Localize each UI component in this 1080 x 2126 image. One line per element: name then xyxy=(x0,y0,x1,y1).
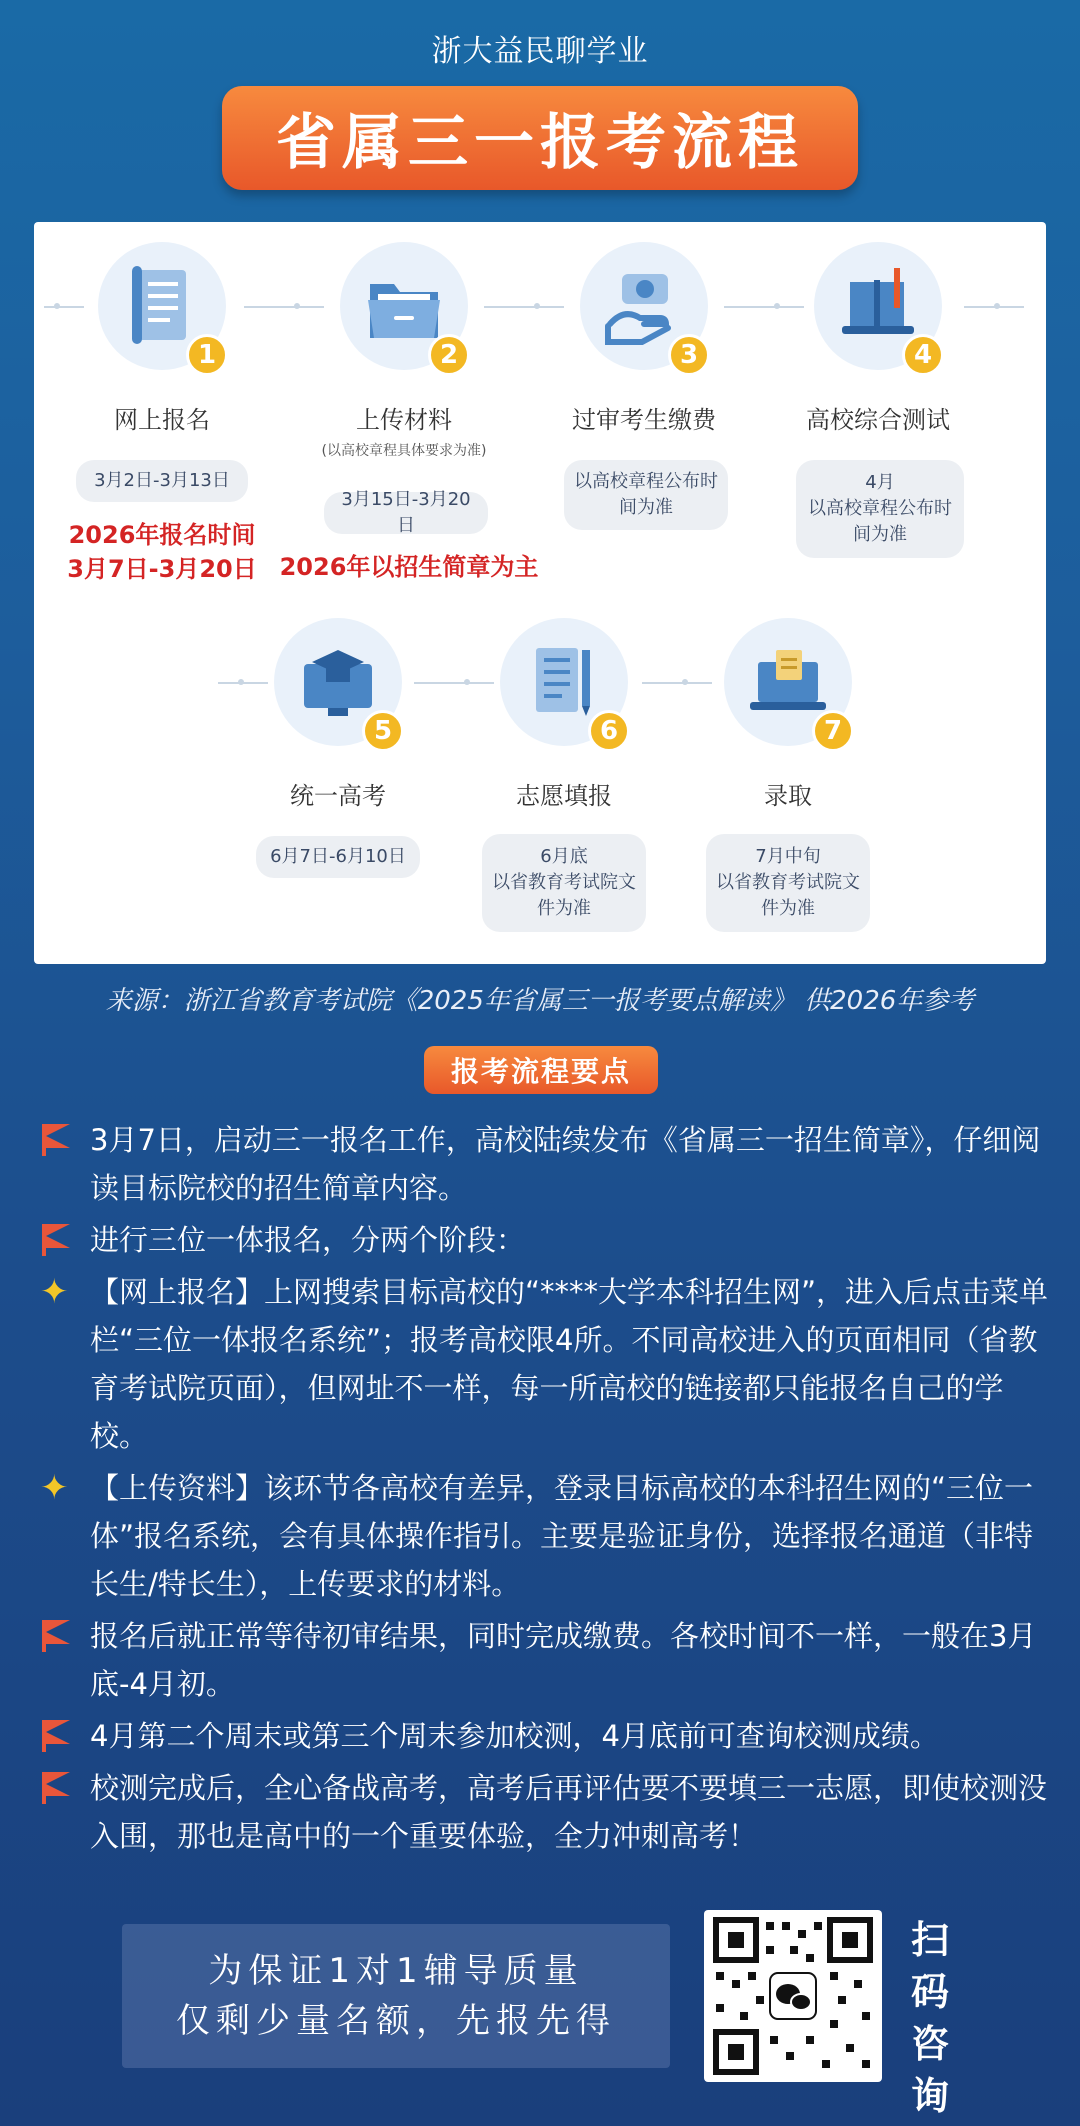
step-4-label: 高校综合测试 xyxy=(806,406,950,434)
step-1-badge: 1 xyxy=(186,334,228,376)
laptop-book-icon xyxy=(838,264,918,348)
list-item xyxy=(40,1612,1050,1708)
step-2-note: 2026年以招生简章为主 xyxy=(279,553,539,581)
scan-to-consult-label: 扫 码 咨 询 xyxy=(910,1918,949,2118)
step-3-date: 以高校章程公布时 间为准 xyxy=(564,460,728,530)
qr-code-icon xyxy=(704,1910,882,2082)
step-4-date: 4月 以高校章程公布时 间为准 xyxy=(796,460,964,558)
flow-arrow xyxy=(484,306,564,308)
brand-name: 浙大益民聊学业 xyxy=(431,34,649,69)
process-flow-panel xyxy=(34,222,1046,964)
flow-arrow xyxy=(218,682,268,684)
payment-icon xyxy=(604,264,684,348)
step-5-badge: 5 xyxy=(362,710,404,752)
flag-icon xyxy=(40,1620,76,1652)
graduation-cap-icon xyxy=(298,640,378,724)
promo-banner xyxy=(122,1924,670,2068)
step-2-label: 上传材料 xyxy=(356,406,452,434)
flow-arrow xyxy=(414,682,494,684)
step-1-label: 网上报名 xyxy=(114,406,210,434)
list-item-text: 报名后就正常等待初审结果，同时完成缴费。各校时间不一样，一般在3月底-4月初。 xyxy=(90,1619,1037,1701)
flow-arrow xyxy=(964,306,1024,308)
step-6-date: 6月底 以省教育考试院文 件为准 xyxy=(482,834,646,932)
step-6-label: 志愿填报 xyxy=(516,782,612,810)
step-6-badge: 6 xyxy=(588,710,630,752)
qr-code[interactable] xyxy=(704,1910,882,2082)
flow-arrow xyxy=(244,306,324,308)
promo-line-2: 仅剩少量名额，先报先得 xyxy=(176,2001,616,2041)
flow-arrow xyxy=(642,682,712,684)
flag-icon xyxy=(40,1772,76,1804)
list-item xyxy=(40,1116,1050,1212)
section-heading: 报考流程要点 xyxy=(424,1046,658,1094)
step-7-date: 7月中旬 以省教育考试院文 件为准 xyxy=(706,834,870,932)
step-1-note: 2026年报名时间 3月7日-3月20日 xyxy=(67,521,257,583)
source-caption: 来源：浙江省教育考试院《2025年省属三一报考要点解读》 供2026年参考 xyxy=(105,986,975,1016)
sparkle-icon: ✦ xyxy=(40,1272,69,1312)
flow-arrow xyxy=(44,306,84,308)
step-3-badge: 3 xyxy=(668,334,710,376)
list-item-text: 4月第二个周末或第三个周末参加校测，4月底前可查询校测成绩。 xyxy=(90,1719,939,1753)
step-2-badge: 2 xyxy=(428,334,470,376)
step-5-date: 6月7日-6月10日 xyxy=(256,836,420,878)
flag-icon xyxy=(40,1224,76,1256)
promo-line-1: 为保证1对1辅导质量 xyxy=(208,1951,584,1991)
flag-icon xyxy=(40,1124,76,1156)
flag-icon xyxy=(40,1720,76,1752)
step-7-badge: 7 xyxy=(812,710,854,752)
sparkle-icon: ✦ xyxy=(40,1468,69,1508)
laptop-letter-icon xyxy=(748,640,828,724)
form-pencil-icon xyxy=(524,640,604,724)
key-points-list xyxy=(40,1116,1050,1864)
step-4-badge: 4 xyxy=(902,334,944,376)
step-2-date: 3月15日-3月20日 xyxy=(324,492,488,534)
page-title: 省属三一报考流程 xyxy=(222,86,858,190)
flow-arrow xyxy=(724,306,804,308)
list-item xyxy=(40,1268,1050,1460)
list-item-text: 【上传资料】该环节各高校有差异，登录目标高校的本科招生网的“三位一体”报名系统，会有具体操作指引。主要是验证身份，选择报名通道（非特长生/特长生），上传要求的材料。 xyxy=(90,1471,1034,1601)
step-2-sublabel: (以高校章程具体要求为准) xyxy=(321,443,487,459)
folder-icon xyxy=(364,264,444,348)
list-item xyxy=(40,1464,1050,1608)
step-7-label: 录取 xyxy=(764,782,812,810)
step-1-date: 3月2日-3月13日 xyxy=(76,460,248,502)
list-item-text: 校测完成后，全心备战高考，高考后再评估要不要填三一志愿，即使校测没入围，那也是高中的一个重要体验，全力冲刺高考！ xyxy=(90,1771,1048,1853)
list-item xyxy=(40,1216,1050,1264)
step-5-label: 统一高考 xyxy=(290,782,386,810)
list-item-text: 【网上报名】上网搜索目标高校的“****大学本科招生网”，进入后点击菜单栏“三位一体报名系统”；报考高校限4所。不同高校进入的页面相同（省教育考试院页面），但网址不一样，每一所高校的链接都只能报名自己的学校。 xyxy=(90,1275,1049,1453)
list-item xyxy=(40,1712,1050,1760)
list-item xyxy=(40,1764,1050,1860)
list-item-text: 进行三位一体报名，分两个阶段： xyxy=(90,1223,526,1257)
list-item-text: 3月7日，启动三一报名工作，高校陆续发布《省属三一招生简章》，仔细阅读目标院校的招生简章内容。 xyxy=(90,1123,1041,1205)
document-icon xyxy=(122,264,202,348)
step-3-label: 过审考生缴费 xyxy=(572,406,716,434)
